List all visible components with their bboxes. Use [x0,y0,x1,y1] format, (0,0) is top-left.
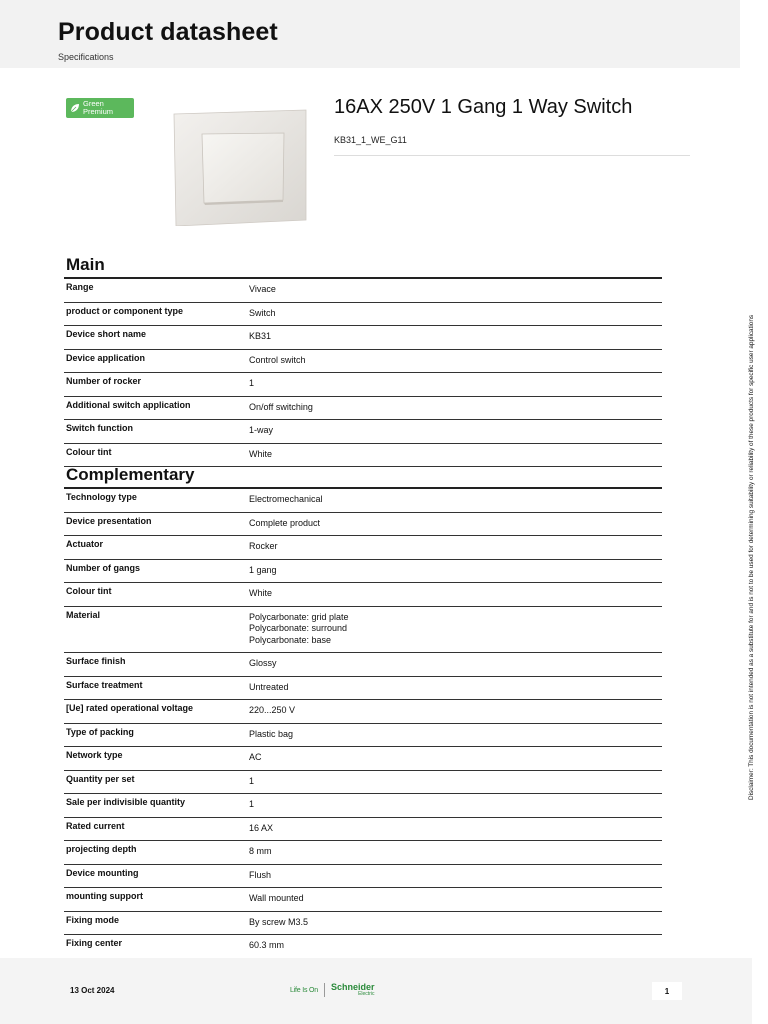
spec-label: Technology type [66,492,137,502]
spec-value-line: By screw M3.5 [249,916,309,927]
complementary-section [64,465,662,982]
spec-value-line: Complete product [249,517,321,528]
spec-value-line: 220...250 V [249,705,296,715]
spec-label: Range [66,282,94,292]
spec-label: Device application [66,352,146,363]
spec-value [249,492,323,506]
green-premium-badge [66,98,134,118]
spec-value-line: 1 [249,799,255,809]
spec-value-line: Polycarbonate: surround [249,623,348,633]
spec-label: product or component type [66,305,183,316]
spec-value [249,797,254,811]
spec-value [249,680,289,694]
spec-value [249,610,349,647]
spec-label: Material [66,609,101,620]
spec-value-line: On/off switching [249,401,313,412]
spec-label: Fixing mode [66,914,120,925]
table-row [64,536,662,560]
spec-value [249,563,277,577]
spec-value-line: Control switch [249,354,306,365]
table-row [64,420,662,444]
spec-value [249,844,272,858]
spec-value [249,656,277,670]
product-name: 16AX 250V 1 Gang 1 Way Switch [334,96,633,118]
spec-value [249,282,276,296]
spec-value-line: Rocker [249,541,278,551]
spec-value-line: 60.3 mm [249,940,285,950]
spec-value-line: 1-way [249,425,274,435]
spec-label: Type of packing [66,726,134,737]
table-row [64,303,662,327]
product-reference: KB31_1_WE_G11 [334,135,407,145]
disclaimer-text: Disclaimer: This documentation is not intended as a substitute for and is not to be used for determining suitability or reliability of these products for specific user applications [748,314,755,800]
table-row [64,888,662,912]
spec-value [249,516,320,530]
spec-value-line: White [249,448,273,459]
table-row [64,912,662,936]
spec-value-line: Polycarbonate: grid plate [249,611,349,622]
table-row [64,700,662,724]
spec-label: Device short name [66,329,147,339]
page-title: Product datasheet [58,18,278,46]
spec-label: projecting depth [66,844,137,854]
spec-label: Device presentation [66,515,152,526]
spec-value-line: KB31 [249,331,272,341]
table-row [64,513,662,537]
spec-value-line: Plastic bag [249,728,294,739]
badge-line1: Green [83,99,104,108]
spec-value-line: Untreated [249,681,289,692]
spec-value-line: 1 gang [249,564,277,575]
section-heading-main: Main [66,255,105,274]
life-is-on-text: Life Is On [290,986,318,994]
table-row [64,935,662,959]
disclaimer [748,314,755,801]
spec-value [249,750,262,764]
spec-value [249,821,273,835]
spec-value [249,423,273,437]
table-row [64,771,662,795]
table-row [64,794,662,818]
spec-value [249,400,313,414]
spec-value-line: Vivace [249,284,276,294]
divider [334,155,690,156]
spec-label: Colour tint [66,586,112,596]
table-row [64,653,662,677]
table-row [64,583,662,607]
spec-label: [Ue] rated operational voltage [66,703,194,713]
spec-value-line: Switch [249,307,276,318]
spec-label: Surface finish [66,656,126,666]
spec-label: Device mounting [66,867,139,878]
schneider-logo [290,983,374,997]
spec-value [249,727,293,741]
spec-label: mounting support [66,891,143,901]
spec-value-line: Wall mounted [249,893,304,903]
spec-value-line: Glossy [249,658,277,668]
spec-value [249,447,272,461]
leaf-icon [69,102,81,114]
badge-line2: Premium [83,107,114,116]
page-subtitle: Specifications [58,52,114,62]
table-row [64,279,662,303]
section-heading-complementary: Complementary [66,465,195,484]
table-row [64,560,662,584]
spec-value [249,891,304,905]
table-row [64,326,662,350]
page-number: 1 [652,982,682,1000]
spec-value-line: 16 AX [249,822,274,833]
spec-label: Sale per indivisible quantity [66,797,186,807]
spec-value [249,376,254,390]
table-row [64,724,662,748]
table-row [64,373,662,397]
table-row [64,747,662,771]
brand-sub: Electric [358,991,375,997]
spec-label: Rated current [66,820,125,831]
spec-value [249,329,271,343]
spec-value [249,703,295,717]
spec-value [249,306,276,320]
spec-value [249,539,278,553]
spec-label: Actuator [66,539,104,549]
table-row [64,444,662,468]
table-row [64,865,662,889]
spec-value [249,586,272,600]
table-row [64,397,662,421]
spec-table-complementary [64,489,662,982]
brand-name: Schneider [330,982,375,992]
table-row [64,818,662,842]
logo-separator [324,983,325,997]
spec-label: Switch function [66,423,133,433]
spec-label: Quantity per set [66,773,135,784]
spec-label: Additional switch application [66,399,191,410]
spec-value-line: Flush [249,869,272,880]
spec-value-line: Electromechanical [249,494,323,504]
spec-label: Colour tint [66,446,112,457]
table-row [64,677,662,701]
spec-value [249,868,271,882]
table-row [64,841,662,865]
spec-value-line: White [249,588,273,598]
spec-value-line: AC [249,752,262,762]
spec-value [249,915,308,929]
spec-value-line: 1 [249,775,255,786]
main-section [64,255,662,467]
spec-label: Number of gangs [66,562,141,573]
spec-label: Fixing center [66,938,123,948]
table-row [64,607,662,654]
spec-label: Number of rocker [66,376,142,386]
spec-label: Network type [66,750,123,760]
spec-value-line: Polycarbonate: base [249,634,332,645]
table-row [64,350,662,374]
spec-value [249,774,254,788]
table-row [64,489,662,513]
spec-value [249,938,284,952]
spec-table-main [64,279,662,467]
spec-value-line: 8 mm [249,846,272,856]
spec-value-line: 1 [249,378,255,388]
spec-value [249,353,306,367]
footer-date: 13 Oct 2024 [70,986,115,995]
spec-label: Surface treatment [66,679,143,690]
switch-product-image [170,108,308,226]
